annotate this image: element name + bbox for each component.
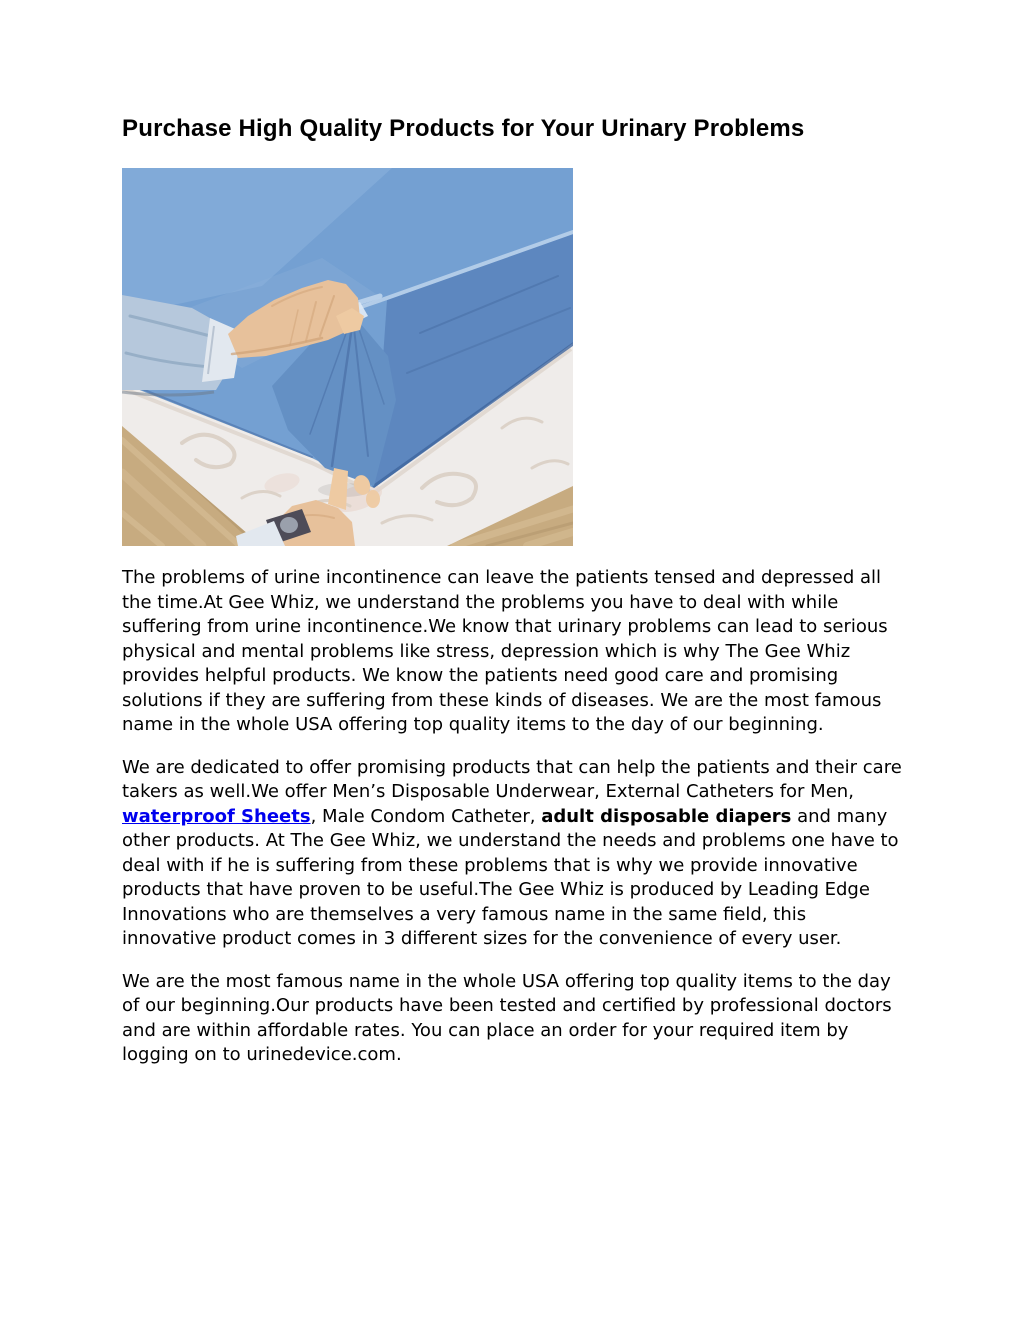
link-waterproof-sheets[interactable]: waterproof Sheets [122,805,311,827]
text-run: , Male Condom Catheter, [310,805,542,827]
text-run: We are dedicated to offer promising products that can help the patients and their care takers as well.We offer Men’s Disposable Underwear, External Catheters for Men, [122,756,902,802]
text-run: We are the most famous name in the whole USA offering top quality items to the day of our beginning.Our products have been tested and certified by professional doctors and are within affordable rates. You can place an order for your required item by logging on to urinedevice.com. [122,970,892,1065]
page-title: Purchase High Quality Products for Your Urinary Problems [122,115,805,142]
waterproof-sheet-illustration [122,168,573,546]
product-photo [122,168,573,546]
article-body [122,566,903,1068]
paragraph-2 [122,756,903,952]
text-run: The problems of urine incontinence can leave the patients tensed and depressed all the time.At Gee Whiz, we understand the problems you have to deal with while suffering from urine incontinence.We know that urinary problems can lead to serious physical and mental problems like stress, depression which is why The Gee Whiz provides helpful products. We know the patients need good care and promising solutions if they are suffering from these kinds of diseases. We are the most famous name in the whole USA offering top quality items to the day of our beginning. [122,567,888,735]
text-run: and many other products. At The Gee Whiz, we understand the needs and problems one have to deal with if he is suffering from these problems that is why we provide innovative products that have proven to be useful.The Gee Whiz is produced by Leading Edge Innovations who are themselves a very famous name in the same field, this innovative product comes in 3 different sizes for the convenience of every user. [122,805,899,949]
page [122,0,903,1068]
paragraph-1 [122,566,903,738]
bold-text: adult disposable diapers [541,805,792,827]
paragraph-3 [122,970,903,1068]
